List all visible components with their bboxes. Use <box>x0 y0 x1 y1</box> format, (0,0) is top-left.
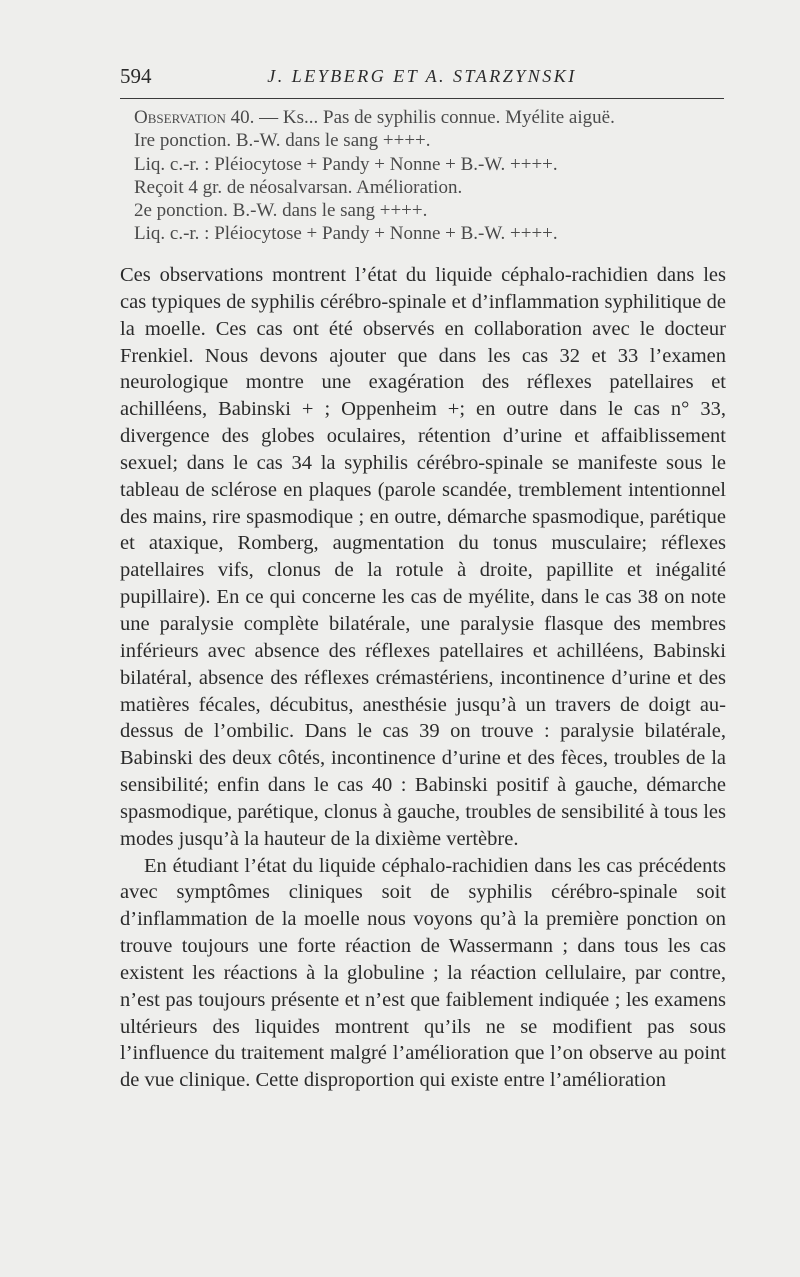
paragraph: Ces observations montrent l’état du liquide céphalo-rachidien dans les cas typiques de syphilis cérébro-spinale et d’inflammation syphilitique de la moelle. Ces cas ont été observés en collaboration avec le docteur Frenkiel. Nous devons ajouter que dans les cas 32 et 33 l’examen neurologique montre une exagération des réflexes patellaires et achilléens, Babinski + ; Oppenheim +; en outre dans le cas n° 33, divergence des globes oculaires, rétention d’urine et affaiblissement sexuel; dans le cas 34 la syphilis cérébro-spinale se manifeste sous le tableau de sclérose en plaques (parole scandée, tremblement intentionnel des mains, rire spasmodique ; en outre, démarche spasmodique, parétique et ataxique, Romberg, augmentation du tonus musculaire; réflexes patellaires vifs, clonus de la rotule à droite, papillite et inégalité pupillaire). En ce qui concerne les cas de myélite, dans le cas 38 on note une paralysie complète bilatérale, une paralysie flasque des membres inférieurs avec absence des réflexes patellaires et achilléens, Babinski bilatéral, absence des réflexes crémastériens, incontinence d’urine et des matières fécales, décubitus, anesthésie jusqu’à un travers de doigt au-dessus de l’ombilic. Dans le cas 39 on trouve : paralysie bilatérale, Babinski des deux côtés, incontinence d’urine et des fèces, troubles de la sensibilité; enfin dans le cas 40 : Babinski positif à gauche, démarche spasmodique, parétique, clonus à gauche, troubles de sensibilité à tous les modes jusqu’à la hauteur de la dixième vertèbre. <box>120 264 726 850</box>
observation-line: Reçoit 4 gr. de néosalvarsan. Amélioration. <box>134 176 463 198</box>
body-text <box>120 262 726 1094</box>
observation-summary: — Ks... Pas de syphilis connue. Myélite aiguë. <box>254 107 615 128</box>
page-number: 594 <box>120 64 152 88</box>
paragraph: En étudiant l’état du liquide céphalo-rachidien dans les cas précédents avec symptômes cliniques soit de syphilis cérébro-spinale soit d’inflammation de la moelle nous voyons qu’à la première ponction on trouve toujours une forte réaction de Wassermann ; dans tous les cas existent les réactions à la globuline ; la réaction cellulaire, par contre, n’est pas toujours présente et n’est que faiblement indiquée ; les examens ultérieurs des liquides montrent qu’ils ne se modifient pas sous l’influence du traitement malgré l’amélioration que l’on observe au point de vue clinique. Cette disproportion qui existe entre l’amélioration <box>120 854 726 1092</box>
observation-block <box>134 106 724 246</box>
observation-line: Liq. c.-r. : Pléiocytose + Pandy + Nonne + B.-W. ++++. <box>134 223 558 245</box>
observation-line: Liq. c.-r. : Pléiocytose + Pandy + Nonne + B.-W. ++++. <box>134 153 558 175</box>
page-header <box>120 64 724 94</box>
observation-line <box>134 106 724 129</box>
header-rule <box>120 98 724 99</box>
observation-line: Ire ponction. B.-W. dans le sang ++++. <box>134 130 431 152</box>
observation-line: 2e ponction. B.-W. dans le sang ++++. <box>134 200 428 222</box>
observation-label: Observation 40. <box>134 107 255 128</box>
running-head: J. LEYBERG ET A. STARZYNSKI <box>267 66 577 86</box>
